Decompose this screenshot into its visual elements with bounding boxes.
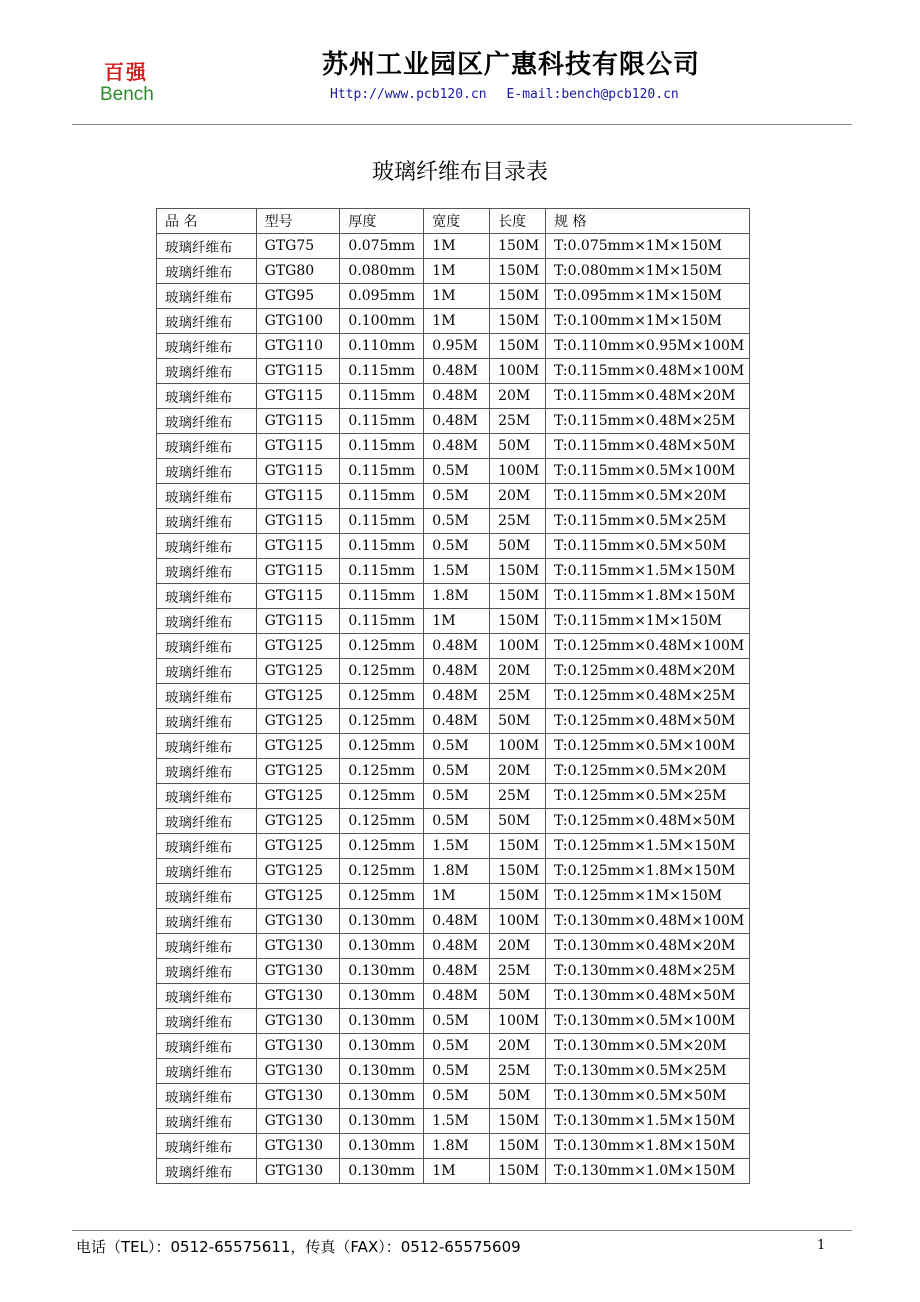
table-row — [157, 534, 750, 559]
cell-model: GTG130 — [256, 959, 340, 984]
cell-thickness: 0.125mm — [340, 759, 424, 784]
footer-divider — [72, 1230, 852, 1231]
cell-model: GTG130 — [256, 1059, 340, 1084]
cell-thickness: 0.115mm — [340, 484, 424, 509]
cell-product-name: 玻璃纤维布 — [157, 1059, 257, 1084]
cell-length: 25M — [490, 409, 546, 434]
cell-width: 0.5M — [424, 809, 490, 834]
cell-specification: T:0.130mm×0.48M×20M — [546, 934, 750, 959]
cell-model: GTG125 — [256, 784, 340, 809]
company-name: 苏州工业园区广惠科技有限公司 — [322, 50, 701, 80]
cell-specification: T:0.115mm×0.48M×100M — [546, 359, 750, 384]
cell-specification: T:0.115mm×0.5M×100M — [546, 459, 750, 484]
cell-thickness: 0.115mm — [340, 534, 424, 559]
cell-length: 20M — [490, 759, 546, 784]
cell-product-name: 玻璃纤维布 — [157, 1084, 257, 1109]
cell-model: GTG130 — [256, 1009, 340, 1034]
cell-specification: T:0.125mm×1M×150M — [546, 884, 750, 909]
cell-specification: T:0.125mm×0.48M×25M — [546, 684, 750, 709]
cell-model: GTG130 — [256, 909, 340, 934]
table-row — [157, 384, 750, 409]
cell-length: 150M — [490, 584, 546, 609]
cell-model: GTG130 — [256, 1159, 340, 1184]
cell-length: 100M — [490, 634, 546, 659]
table-row — [157, 784, 750, 809]
cell-model: GTG125 — [256, 809, 340, 834]
cell-product-name: 玻璃纤维布 — [157, 734, 257, 759]
cell-width: 0.48M — [424, 684, 490, 709]
header-length: 长度 — [490, 209, 546, 234]
cell-length: 20M — [490, 1034, 546, 1059]
table-row — [157, 1159, 750, 1184]
cell-width: 1.5M — [424, 1109, 490, 1134]
cell-specification: T:0.110mm×0.95M×100M — [546, 334, 750, 359]
cell-length: 20M — [490, 384, 546, 409]
cell-specification: T:0.130mm×0.5M×100M — [546, 1009, 750, 1034]
table-row — [157, 1034, 750, 1059]
cell-length: 25M — [490, 1059, 546, 1084]
cell-specification: T:0.125mm×0.5M×100M — [546, 734, 750, 759]
cell-thickness: 0.125mm — [340, 634, 424, 659]
cell-width: 1.5M — [424, 559, 490, 584]
cell-length: 100M — [490, 359, 546, 384]
cell-model: GTG115 — [256, 584, 340, 609]
logo-english-text: Bench — [100, 84, 154, 105]
cell-thickness: 0.130mm — [340, 984, 424, 1009]
cell-product-name: 玻璃纤维布 — [157, 859, 257, 884]
cell-width: 0.48M — [424, 384, 490, 409]
cell-model: GTG125 — [256, 834, 340, 859]
cell-product-name: 玻璃纤维布 — [157, 234, 257, 259]
cell-model: GTG115 — [256, 534, 340, 559]
cell-product-name: 玻璃纤维布 — [157, 834, 257, 859]
cell-thickness: 0.125mm — [340, 859, 424, 884]
cell-product-name: 玻璃纤维布 — [157, 334, 257, 359]
cell-length: 50M — [490, 1084, 546, 1109]
cell-thickness: 0.125mm — [340, 784, 424, 809]
table-row — [157, 609, 750, 634]
table-row — [157, 284, 750, 309]
cell-product-name: 玻璃纤维布 — [157, 634, 257, 659]
cell-thickness: 0.080mm — [340, 259, 424, 284]
cell-width: 0.5M — [424, 734, 490, 759]
table-row — [157, 1009, 750, 1034]
table-header-row — [157, 209, 750, 234]
cell-width: 0.48M — [424, 359, 490, 384]
cell-model: GTG95 — [256, 284, 340, 309]
cell-thickness: 0.115mm — [340, 509, 424, 534]
cell-product-name: 玻璃纤维布 — [157, 1159, 257, 1184]
cell-model: GTG115 — [256, 434, 340, 459]
cell-length: 150M — [490, 834, 546, 859]
table-row — [157, 259, 750, 284]
cell-width: 0.5M — [424, 534, 490, 559]
cell-specification: T:0.125mm×1.8M×150M — [546, 859, 750, 884]
cell-length: 100M — [490, 1009, 546, 1034]
cell-width: 1M — [424, 284, 490, 309]
cell-thickness: 0.130mm — [340, 1059, 424, 1084]
cell-length: 20M — [490, 934, 546, 959]
cell-specification: T:0.125mm×0.48M×20M — [546, 659, 750, 684]
cell-thickness: 0.125mm — [340, 659, 424, 684]
header-contact-line — [330, 87, 679, 102]
cell-product-name: 玻璃纤维布 — [157, 759, 257, 784]
catalog-table — [156, 208, 750, 1184]
cell-product-name: 玻璃纤维布 — [157, 534, 257, 559]
cell-length: 150M — [490, 234, 546, 259]
cell-model: GTG130 — [256, 984, 340, 1009]
cell-product-name: 玻璃纤维布 — [157, 434, 257, 459]
cell-specification: T:0.125mm×0.5M×20M — [546, 759, 750, 784]
cell-specification: T:0.100mm×1M×150M — [546, 309, 750, 334]
cell-width: 0.5M — [424, 1059, 490, 1084]
cell-product-name: 玻璃纤维布 — [157, 559, 257, 584]
table-row — [157, 659, 750, 684]
website-link[interactable]: Http://www.pcb120.cn — [330, 87, 487, 102]
cell-width: 0.48M — [424, 434, 490, 459]
cell-width: 1M — [424, 1159, 490, 1184]
table-row — [157, 859, 750, 884]
cell-width: 1M — [424, 609, 490, 634]
cell-thickness: 0.125mm — [340, 834, 424, 859]
cell-width: 0.5M — [424, 784, 490, 809]
cell-width: 1M — [424, 884, 490, 909]
cell-specification: T:0.125mm×0.48M×50M — [546, 709, 750, 734]
cell-width: 0.48M — [424, 659, 490, 684]
cell-thickness: 0.100mm — [340, 309, 424, 334]
cell-length: 150M — [490, 1109, 546, 1134]
cell-width: 0.48M — [424, 934, 490, 959]
table-row — [157, 1134, 750, 1159]
cell-specification: T:0.115mm×1.8M×150M — [546, 584, 750, 609]
table-row — [157, 459, 750, 484]
cell-product-name: 玻璃纤维布 — [157, 384, 257, 409]
table-row — [157, 1109, 750, 1134]
cell-specification: T:0.125mm×0.48M×100M — [546, 634, 750, 659]
cell-length: 25M — [490, 684, 546, 709]
cell-length: 25M — [490, 784, 546, 809]
cell-specification: T:0.115mm×0.5M×20M — [546, 484, 750, 509]
cell-product-name: 玻璃纤维布 — [157, 484, 257, 509]
table-row — [157, 934, 750, 959]
cell-product-name: 玻璃纤维布 — [157, 1109, 257, 1134]
cell-specification: T:0.115mm×0.48M×25M — [546, 409, 750, 434]
cell-specification: T:0.130mm×1.0M×150M — [546, 1159, 750, 1184]
table-row — [157, 309, 750, 334]
cell-thickness: 0.130mm — [340, 959, 424, 984]
table-row — [157, 359, 750, 384]
cell-thickness: 0.115mm — [340, 584, 424, 609]
cell-product-name: 玻璃纤维布 — [157, 659, 257, 684]
cell-thickness: 0.130mm — [340, 934, 424, 959]
cell-length: 150M — [490, 609, 546, 634]
cell-length: 150M — [490, 284, 546, 309]
cell-thickness: 0.115mm — [340, 409, 424, 434]
cell-length: 150M — [490, 884, 546, 909]
cell-thickness: 0.125mm — [340, 884, 424, 909]
cell-product-name: 玻璃纤维布 — [157, 934, 257, 959]
table-row — [157, 559, 750, 584]
cell-thickness: 0.110mm — [340, 334, 424, 359]
cell-thickness: 0.125mm — [340, 709, 424, 734]
cell-length: 50M — [490, 709, 546, 734]
cell-length: 150M — [490, 1159, 546, 1184]
cell-width: 1.8M — [424, 584, 490, 609]
cell-length: 20M — [490, 484, 546, 509]
cell-product-name: 玻璃纤维布 — [157, 1134, 257, 1159]
logo-chinese-text: 百强 — [104, 60, 148, 84]
cell-model: GTG125 — [256, 859, 340, 884]
cell-thickness: 0.130mm — [340, 909, 424, 934]
cell-model: GTG125 — [256, 759, 340, 784]
cell-specification: T:0.115mm×0.48M×20M — [546, 384, 750, 409]
cell-model: GTG125 — [256, 709, 340, 734]
cell-model: GTG130 — [256, 1134, 340, 1159]
cell-thickness: 0.115mm — [340, 434, 424, 459]
cell-specification: T:0.125mm×1.5M×150M — [546, 834, 750, 859]
cell-specification: T:0.115mm×1.5M×150M — [546, 559, 750, 584]
cell-model: GTG125 — [256, 684, 340, 709]
cell-model: GTG115 — [256, 359, 340, 384]
cell-thickness: 0.130mm — [340, 1109, 424, 1134]
cell-product-name: 玻璃纤维布 — [157, 459, 257, 484]
cell-thickness: 0.115mm — [340, 609, 424, 634]
cell-product-name: 玻璃纤维布 — [157, 409, 257, 434]
cell-length: 50M — [490, 534, 546, 559]
cell-specification: T:0.130mm×0.5M×25M — [546, 1059, 750, 1084]
cell-width: 0.5M — [424, 509, 490, 534]
cell-product-name: 玻璃纤维布 — [157, 809, 257, 834]
cell-width: 1.8M — [424, 859, 490, 884]
cell-model: GTG130 — [256, 1109, 340, 1134]
header-model: 型号 — [256, 209, 340, 234]
table-row — [157, 234, 750, 259]
header-thickness: 厚度 — [340, 209, 424, 234]
cell-width: 1M — [424, 234, 490, 259]
header-specification: 规 格 — [546, 209, 750, 234]
cell-thickness: 0.125mm — [340, 734, 424, 759]
table-row — [157, 734, 750, 759]
cell-length: 150M — [490, 259, 546, 284]
cell-model: GTG115 — [256, 559, 340, 584]
cell-specification: T:0.075mm×1M×150M — [546, 234, 750, 259]
cell-model: GTG125 — [256, 634, 340, 659]
cell-specification: T:0.130mm×0.48M×50M — [546, 984, 750, 1009]
cell-specification: T:0.125mm×0.48M×50M — [546, 809, 750, 834]
cell-specification: T:0.115mm×1M×150M — [546, 609, 750, 634]
cell-thickness: 0.115mm — [340, 559, 424, 584]
cell-specification: T:0.130mm×0.5M×50M — [546, 1084, 750, 1109]
table-row — [157, 334, 750, 359]
cell-model: GTG130 — [256, 1084, 340, 1109]
cell-specification: T:0.130mm×1.5M×150M — [546, 1109, 750, 1134]
document-title: 玻璃纤维布目录表 — [371, 159, 548, 185]
header-divider — [72, 124, 852, 125]
cell-thickness: 0.130mm — [340, 1009, 424, 1034]
cell-specification: T:0.130mm×0.48M×25M — [546, 959, 750, 984]
cell-product-name: 玻璃纤维布 — [157, 884, 257, 909]
cell-product-name: 玻璃纤维布 — [157, 359, 257, 384]
cell-width: 0.5M — [424, 484, 490, 509]
table-row — [157, 584, 750, 609]
cell-specification: T:0.130mm×0.48M×100M — [546, 909, 750, 934]
cell-length: 20M — [490, 659, 546, 684]
table-row — [157, 1059, 750, 1084]
cell-specification: T:0.095mm×1M×150M — [546, 284, 750, 309]
cell-model: GTG130 — [256, 934, 340, 959]
cell-length: 25M — [490, 509, 546, 534]
cell-model: GTG80 — [256, 259, 340, 284]
cell-width: 1.8M — [424, 1134, 490, 1159]
email-link[interactable]: E-mail:bench@pcb120.cn — [506, 87, 679, 102]
table-row — [157, 884, 750, 909]
cell-product-name: 玻璃纤维布 — [157, 284, 257, 309]
cell-thickness: 0.095mm — [340, 284, 424, 309]
table-row — [157, 984, 750, 1009]
cell-length: 150M — [490, 334, 546, 359]
cell-width: 0.48M — [424, 959, 490, 984]
cell-specification: T:0.115mm×0.5M×25M — [546, 509, 750, 534]
footer-contact: 电话（TEL）：0512-65575611，传真（FAX）：0512-65575609 — [76, 1238, 521, 1256]
cell-product-name: 玻璃纤维布 — [157, 309, 257, 334]
cell-width: 0.48M — [424, 709, 490, 734]
cell-width: 0.5M — [424, 1084, 490, 1109]
cell-product-name: 玻璃纤维布 — [157, 584, 257, 609]
cell-length: 50M — [490, 809, 546, 834]
cell-specification: T:0.115mm×0.48M×50M — [546, 434, 750, 459]
cell-width: 0.5M — [424, 1009, 490, 1034]
cell-thickness: 0.075mm — [340, 234, 424, 259]
cell-product-name: 玻璃纤维布 — [157, 1034, 257, 1059]
cell-width: 0.5M — [424, 1034, 490, 1059]
cell-model: GTG130 — [256, 1034, 340, 1059]
cell-model: GTG115 — [256, 609, 340, 634]
cell-product-name: 玻璃纤维布 — [157, 984, 257, 1009]
cell-product-name: 玻璃纤维布 — [157, 709, 257, 734]
table-row — [157, 1084, 750, 1109]
table-row — [157, 759, 750, 784]
cell-product-name: 玻璃纤维布 — [157, 509, 257, 534]
table-row — [157, 684, 750, 709]
cell-product-name: 玻璃纤维布 — [157, 959, 257, 984]
cell-width: 1M — [424, 309, 490, 334]
table-row — [157, 634, 750, 659]
cell-thickness: 0.130mm — [340, 1159, 424, 1184]
cell-length: 50M — [490, 434, 546, 459]
cell-thickness: 0.115mm — [340, 384, 424, 409]
cell-width: 0.95M — [424, 334, 490, 359]
cell-length: 150M — [490, 859, 546, 884]
cell-width: 0.48M — [424, 634, 490, 659]
table-row — [157, 834, 750, 859]
cell-product-name: 玻璃纤维布 — [157, 609, 257, 634]
header-product-name: 品 名 — [157, 209, 257, 234]
cell-width: 0.5M — [424, 759, 490, 784]
cell-model: GTG115 — [256, 484, 340, 509]
cell-thickness: 0.125mm — [340, 809, 424, 834]
cell-length: 150M — [490, 309, 546, 334]
cell-model: GTG125 — [256, 884, 340, 909]
table-row — [157, 709, 750, 734]
cell-length: 150M — [490, 559, 546, 584]
cell-width: 0.48M — [424, 409, 490, 434]
cell-thickness: 0.130mm — [340, 1084, 424, 1109]
cell-width: 1.5M — [424, 834, 490, 859]
page-number: 1 — [817, 1238, 826, 1253]
table-row — [157, 809, 750, 834]
cell-thickness: 0.115mm — [340, 459, 424, 484]
cell-thickness: 0.130mm — [340, 1034, 424, 1059]
table-row — [157, 409, 750, 434]
cell-product-name: 玻璃纤维布 — [157, 259, 257, 284]
cell-length: 50M — [490, 984, 546, 1009]
cell-model: GTG115 — [256, 459, 340, 484]
cell-width: 0.5M — [424, 459, 490, 484]
cell-thickness: 0.115mm — [340, 359, 424, 384]
cell-length: 100M — [490, 909, 546, 934]
cell-length: 150M — [490, 1134, 546, 1159]
table-row — [157, 484, 750, 509]
cell-width: 0.48M — [424, 984, 490, 1009]
cell-model: GTG125 — [256, 659, 340, 684]
cell-specification: T:0.130mm×1.8M×150M — [546, 1134, 750, 1159]
table-row — [157, 434, 750, 459]
cell-model: GTG110 — [256, 334, 340, 359]
cell-width: 1M — [424, 259, 490, 284]
cell-model: GTG115 — [256, 509, 340, 534]
cell-thickness: 0.125mm — [340, 684, 424, 709]
table-row — [157, 959, 750, 984]
cell-product-name: 玻璃纤维布 — [157, 909, 257, 934]
cell-length: 100M — [490, 459, 546, 484]
header-width: 宽度 — [424, 209, 490, 234]
cell-specification: T:0.125mm×0.5M×25M — [546, 784, 750, 809]
cell-model: GTG100 — [256, 309, 340, 334]
table-body — [157, 234, 750, 1184]
table-row — [157, 909, 750, 934]
cell-model: GTG115 — [256, 384, 340, 409]
cell-product-name: 玻璃纤维布 — [157, 1009, 257, 1034]
cell-specification: T:0.115mm×0.5M×50M — [546, 534, 750, 559]
cell-thickness: 0.130mm — [340, 1134, 424, 1159]
cell-product-name: 玻璃纤维布 — [157, 684, 257, 709]
cell-model: GTG115 — [256, 409, 340, 434]
cell-specification: T:0.130mm×0.5M×20M — [546, 1034, 750, 1059]
cell-model: GTG75 — [256, 234, 340, 259]
cell-width: 0.48M — [424, 909, 490, 934]
cell-model: GTG125 — [256, 734, 340, 759]
cell-length: 100M — [490, 734, 546, 759]
cell-length: 25M — [490, 959, 546, 984]
cell-specification: T:0.080mm×1M×150M — [546, 259, 750, 284]
cell-product-name: 玻璃纤维布 — [157, 784, 257, 809]
table-row — [157, 509, 750, 534]
